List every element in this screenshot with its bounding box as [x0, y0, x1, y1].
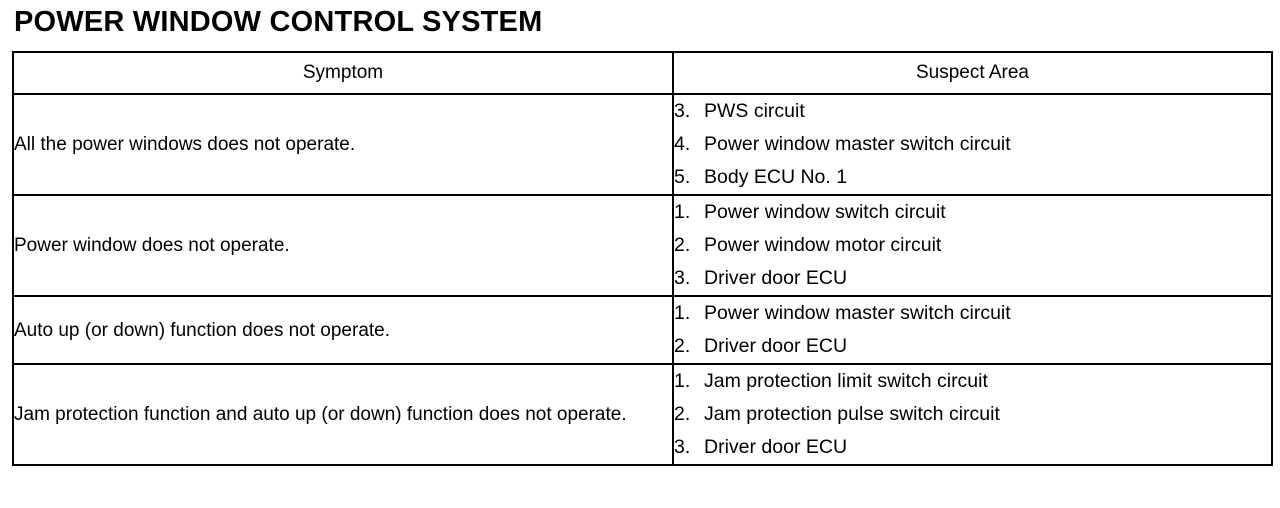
suspect-area-list — [674, 196, 1271, 295]
suspect-area-list — [674, 95, 1271, 194]
item-number: 4. — [674, 133, 691, 155]
item-text: Power window master switch circuit — [704, 133, 1011, 155]
suspect-area-item — [674, 330, 1271, 363]
table-row — [13, 364, 1272, 465]
item-number: 2. — [674, 234, 691, 256]
item-number: 3. — [674, 436, 691, 458]
suspect-area-item — [674, 365, 1271, 398]
item-text: Jam protection pulse switch circuit — [704, 403, 1000, 425]
table-row — [13, 195, 1272, 296]
suspect-area-item — [674, 196, 1271, 229]
page-title: POWER WINDOW CONTROL SYSTEM — [14, 6, 543, 38]
item-text: PWS circuit — [704, 100, 805, 122]
table-row — [13, 296, 1272, 364]
table-row — [13, 94, 1272, 195]
suspect-area-list — [674, 297, 1271, 363]
table-header-row — [13, 52, 1272, 94]
item-number: 1. — [674, 302, 691, 324]
item-text: Driver door ECU — [704, 267, 848, 289]
item-number: 2. — [674, 335, 691, 357]
item-number: 1. — [674, 201, 691, 223]
suspect-area-cell — [673, 195, 1272, 296]
suspect-area-item — [674, 398, 1271, 431]
suspect-area-cell — [673, 364, 1272, 465]
suspect-area-item — [674, 161, 1271, 194]
item-text: Power window switch circuit — [704, 201, 946, 223]
symptom-column-header: Symptom — [13, 52, 673, 94]
item-text: Body ECU No. 1 — [704, 166, 848, 188]
suspect-area-item — [674, 95, 1271, 128]
symptom-cell: All the power windows does not operate. — [13, 94, 673, 195]
suspect-area-item — [674, 229, 1271, 262]
item-text: Power window motor circuit — [704, 234, 942, 256]
problem-symptoms-table — [12, 51, 1273, 466]
suspect-area-item — [674, 431, 1271, 464]
item-number: 2. — [674, 403, 691, 425]
suspect-area-list — [674, 365, 1271, 464]
suspect-area-item — [674, 297, 1271, 330]
symptom-cell: Jam protection function and auto up (or down) function does not operate. — [13, 364, 673, 465]
symptom-cell: Power window does not operate. — [13, 195, 673, 296]
suspect-area-item — [674, 262, 1271, 295]
item-number: 5. — [674, 166, 691, 188]
item-number: 3. — [674, 267, 691, 289]
suspect-area-column-header: Suspect Area — [673, 52, 1272, 94]
item-number: 3. — [674, 100, 691, 122]
item-number: 1. — [674, 370, 691, 392]
suspect-area-cell — [673, 94, 1272, 195]
item-text: Jam protection limit switch circuit — [704, 370, 988, 392]
suspect-area-item — [674, 128, 1271, 161]
item-text: Driver door ECU — [704, 335, 848, 357]
item-text: Power window master switch circuit — [704, 302, 1011, 324]
suspect-area-cell — [673, 296, 1272, 364]
item-text: Driver door ECU — [704, 436, 848, 458]
symptom-cell: Auto up (or down) function does not operate. — [13, 296, 673, 364]
